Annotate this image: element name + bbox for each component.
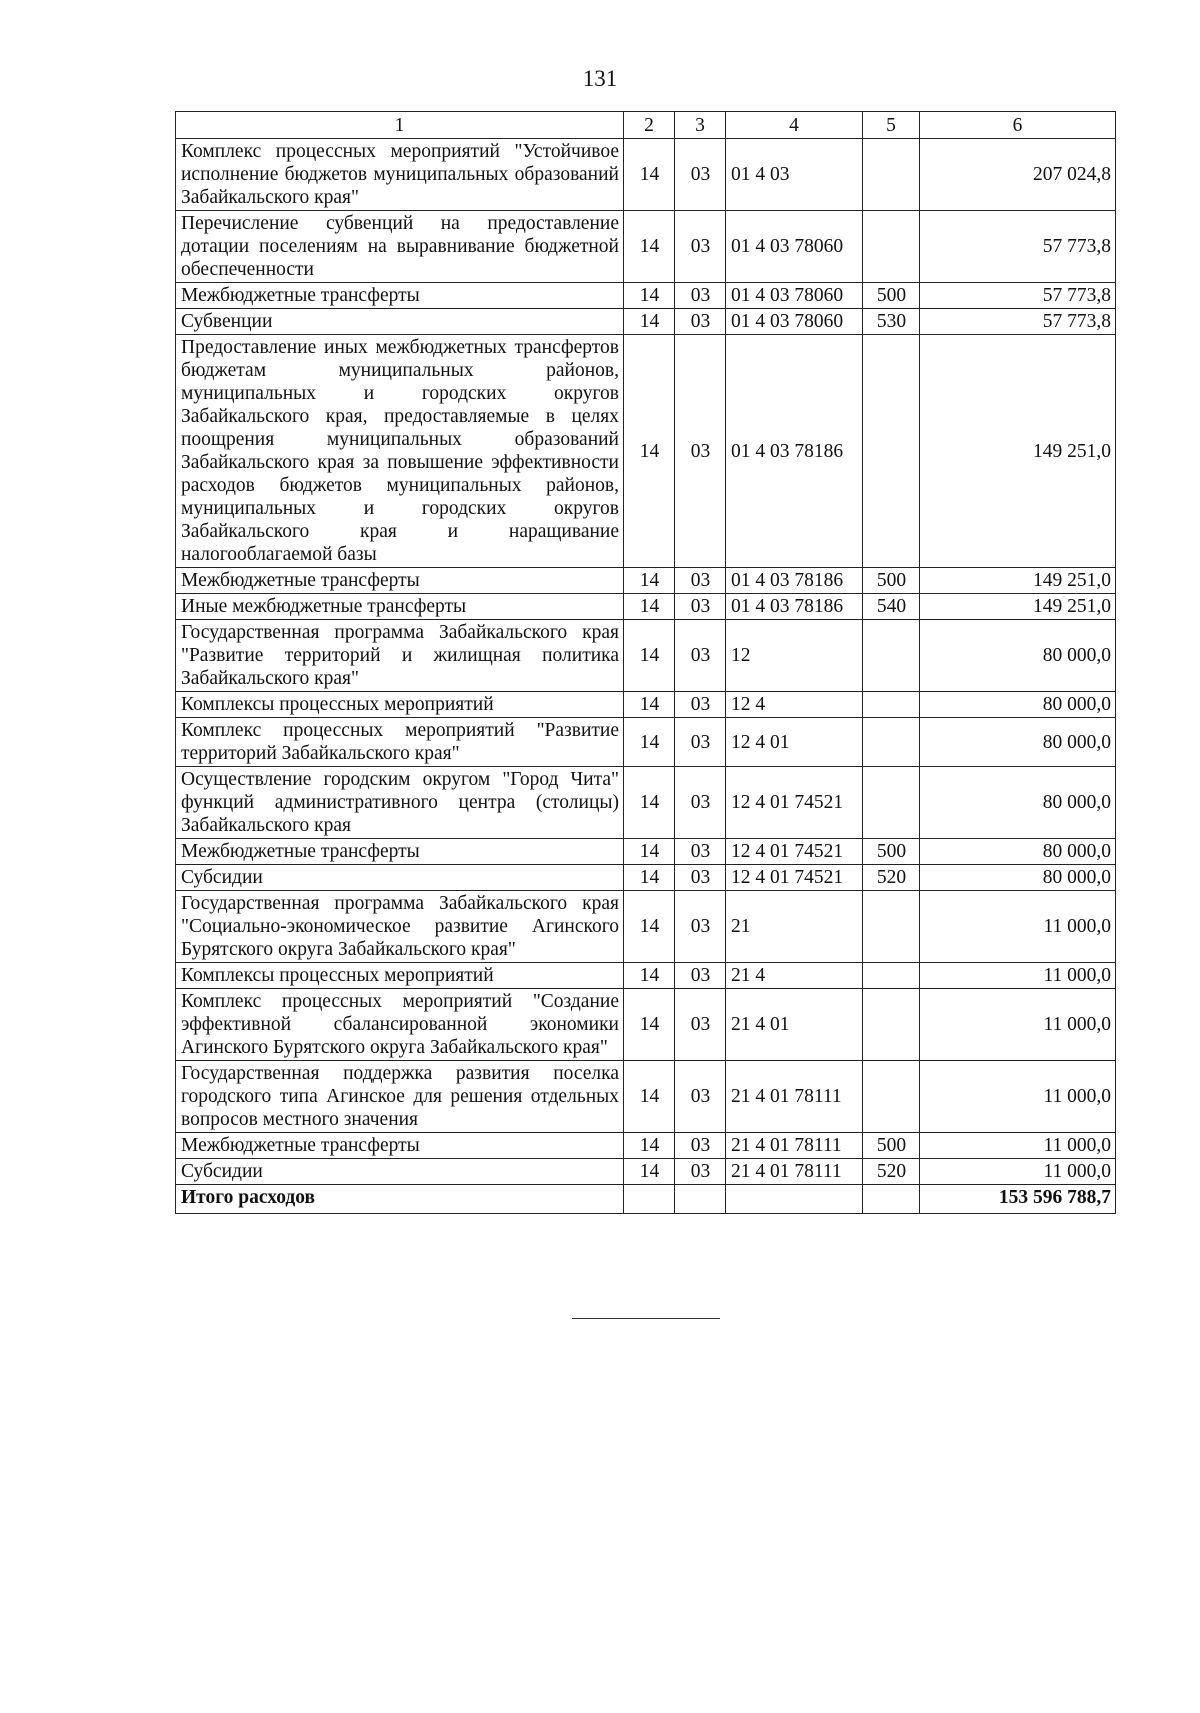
row-expense-type xyxy=(863,335,920,568)
row-target-article: 12 4 01 xyxy=(726,718,863,767)
row-section-code: 14 xyxy=(624,839,675,865)
row-target-article: 12 4 01 74521 xyxy=(726,865,863,891)
table-header-row xyxy=(176,112,1116,139)
table-row xyxy=(176,283,1116,309)
row-section-code: 14 xyxy=(624,620,675,692)
row-target-article: 01 4 03 78186 xyxy=(726,568,863,594)
column-header-1: 1 xyxy=(176,112,624,139)
row-expense-type xyxy=(863,1061,920,1133)
row-subsection-code: 03 xyxy=(675,891,726,963)
table-row xyxy=(176,211,1116,283)
row-expense-type: 530 xyxy=(863,309,920,335)
row-expense-type xyxy=(863,139,920,211)
row-amount: 11 000,0 xyxy=(920,1133,1116,1159)
row-section-code: 14 xyxy=(624,594,675,620)
row-target-article: 21 4 01 78111 xyxy=(726,1133,863,1159)
row-target-article: 12 4 01 74521 xyxy=(726,767,863,839)
row-name: Комплексы процессных мероприятий xyxy=(176,963,624,989)
row-name: Субсидии xyxy=(176,1159,624,1185)
row-name: Межбюджетные трансферты xyxy=(176,283,624,309)
row-expense-type: 500 xyxy=(863,283,920,309)
row-expense-type: 500 xyxy=(863,1133,920,1159)
row-target-article: 01 4 03 78060 xyxy=(726,211,863,283)
row-amount: 11 000,0 xyxy=(920,1061,1116,1133)
row-amount: 11 000,0 xyxy=(920,989,1116,1061)
table-row xyxy=(176,335,1116,568)
row-subsection-code: 03 xyxy=(675,1133,726,1159)
row-name: Комплекс процессных мероприятий "Создание эффективной сбалансированной экономики Агинского Бурятского округа Забайкальского края" xyxy=(176,989,624,1061)
row-name: Субсидии xyxy=(176,865,624,891)
row-amount: 80 000,0 xyxy=(920,839,1116,865)
row-amount: 80 000,0 xyxy=(920,620,1116,692)
total-empty-cell xyxy=(726,1185,863,1214)
row-subsection-code: 03 xyxy=(675,1061,726,1133)
table-row xyxy=(176,1159,1116,1185)
table-row xyxy=(176,865,1116,891)
table-row xyxy=(176,891,1116,963)
row-expense-type xyxy=(863,891,920,963)
column-header-3: 3 xyxy=(675,112,726,139)
row-subsection-code: 03 xyxy=(675,767,726,839)
row-subsection-code: 03 xyxy=(675,839,726,865)
row-target-article: 01 4 03 78186 xyxy=(726,335,863,568)
row-target-article: 12 4 xyxy=(726,692,863,718)
table-row xyxy=(176,594,1116,620)
row-target-article: 01 4 03 xyxy=(726,139,863,211)
table-row xyxy=(176,767,1116,839)
table-row xyxy=(176,718,1116,767)
row-subsection-code: 03 xyxy=(675,620,726,692)
row-amount: 80 000,0 xyxy=(920,692,1116,718)
table-row xyxy=(176,839,1116,865)
row-section-code: 14 xyxy=(624,692,675,718)
row-amount: 207 024,8 xyxy=(920,139,1116,211)
end-divider xyxy=(572,1318,720,1319)
row-amount: 11 000,0 xyxy=(920,891,1116,963)
row-amount: 57 773,8 xyxy=(920,309,1116,335)
row-target-article: 21 4 xyxy=(726,963,863,989)
row-section-code: 14 xyxy=(624,963,675,989)
row-subsection-code: 03 xyxy=(675,211,726,283)
row-target-article: 21 4 01 78111 xyxy=(726,1159,863,1185)
row-subsection-code: 03 xyxy=(675,1159,726,1185)
row-subsection-code: 03 xyxy=(675,865,726,891)
column-header-6: 6 xyxy=(920,112,1116,139)
row-section-code: 14 xyxy=(624,1061,675,1133)
row-expense-type xyxy=(863,620,920,692)
row-amount: 57 773,8 xyxy=(920,283,1116,309)
table-row xyxy=(176,568,1116,594)
row-expense-type xyxy=(863,963,920,989)
budget-table xyxy=(175,111,1116,1214)
row-target-article: 01 4 03 78060 xyxy=(726,309,863,335)
row-name: Перечисление субвенций на предоставление дотации поселениям на выравнивание бюджетной обеспеченности xyxy=(176,211,624,283)
row-expense-type: 520 xyxy=(863,865,920,891)
column-header-4: 4 xyxy=(726,112,863,139)
row-section-code: 14 xyxy=(624,891,675,963)
row-section-code: 14 xyxy=(624,211,675,283)
row-target-article: 12 4 01 74521 xyxy=(726,839,863,865)
row-subsection-code: 03 xyxy=(675,139,726,211)
row-name: Комплекс процессных мероприятий "Развитие территорий Забайкальского края" xyxy=(176,718,624,767)
row-subsection-code: 03 xyxy=(675,692,726,718)
row-section-code: 14 xyxy=(624,309,675,335)
row-section-code: 14 xyxy=(624,865,675,891)
total-label: Итого расходов xyxy=(176,1185,624,1214)
row-amount: 80 000,0 xyxy=(920,767,1116,839)
row-target-article: 12 xyxy=(726,620,863,692)
row-amount: 149 251,0 xyxy=(920,594,1116,620)
column-header-2: 2 xyxy=(624,112,675,139)
table-row xyxy=(176,620,1116,692)
table-row xyxy=(176,309,1116,335)
row-target-article: 21 4 01 78111 xyxy=(726,1061,863,1133)
total-empty-cell xyxy=(863,1185,920,1214)
row-amount: 57 773,8 xyxy=(920,211,1116,283)
row-name: Межбюджетные трансферты xyxy=(176,839,624,865)
row-name: Межбюджетные трансферты xyxy=(176,568,624,594)
row-subsection-code: 03 xyxy=(675,568,726,594)
row-expense-type xyxy=(863,989,920,1061)
row-expense-type: 500 xyxy=(863,839,920,865)
row-expense-type xyxy=(863,767,920,839)
row-subsection-code: 03 xyxy=(675,989,726,1061)
page-number: 131 xyxy=(582,66,618,91)
row-section-code: 14 xyxy=(624,568,675,594)
row-name: Государственная программа Забайкальского края "Развитие территорий и жилищная политика Забайкальского края" xyxy=(176,620,624,692)
row-subsection-code: 03 xyxy=(675,594,726,620)
row-name: Иные межбюджетные трансферты xyxy=(176,594,624,620)
row-expense-type xyxy=(863,211,920,283)
row-target-article: 21 4 01 xyxy=(726,989,863,1061)
row-name: Осуществление городским округом "Город Чита" функций административного центра (столицы) Забайкальского края xyxy=(176,767,624,839)
row-name: Предоставление иных межбюджетных трансфертов бюджетам муниципальных районов, муниципальных и городских округов Забайкальского края, предоставляемые в целях поощрения муниципальных образований Забайкальского края за повышение эффективности расходов бюджетов муниципальных районов, муниципальных и городских округов Забайкальского края и наращивание налогооблагаемой базы xyxy=(176,335,624,568)
row-amount: 80 000,0 xyxy=(920,718,1116,767)
table-row xyxy=(176,963,1116,989)
row-section-code: 14 xyxy=(624,767,675,839)
total-row xyxy=(176,1185,1116,1214)
row-expense-type: 520 xyxy=(863,1159,920,1185)
row-subsection-code: 03 xyxy=(675,718,726,767)
row-amount: 149 251,0 xyxy=(920,335,1116,568)
table-row xyxy=(176,1133,1116,1159)
row-amount: 11 000,0 xyxy=(920,1159,1116,1185)
row-name: Субвенции xyxy=(176,309,624,335)
column-header-5: 5 xyxy=(863,112,920,139)
row-target-article: 01 4 03 78060 xyxy=(726,283,863,309)
row-section-code: 14 xyxy=(624,718,675,767)
row-expense-type: 500 xyxy=(863,568,920,594)
row-subsection-code: 03 xyxy=(675,963,726,989)
row-expense-type xyxy=(863,718,920,767)
row-amount: 11 000,0 xyxy=(920,963,1116,989)
total-empty-cell xyxy=(675,1185,726,1214)
table-row xyxy=(176,1061,1116,1133)
row-target-article: 01 4 03 78186 xyxy=(726,594,863,620)
row-name: Межбюджетные трансферты xyxy=(176,1133,624,1159)
row-amount: 80 000,0 xyxy=(920,865,1116,891)
row-name: Комплекс процессных мероприятий "Устойчивое исполнение бюджетов муниципальных образований Забайкальского края" xyxy=(176,139,624,211)
row-section-code: 14 xyxy=(624,1159,675,1185)
row-name: Государственная поддержка развития поселка городского типа Агинское для решения отдельных вопросов местного значения xyxy=(176,1061,624,1133)
table-row xyxy=(176,139,1116,211)
row-target-article: 21 xyxy=(726,891,863,963)
row-amount: 149 251,0 xyxy=(920,568,1116,594)
row-section-code: 14 xyxy=(624,283,675,309)
row-section-code: 14 xyxy=(624,989,675,1061)
table-row xyxy=(176,989,1116,1061)
row-section-code: 14 xyxy=(624,1133,675,1159)
row-expense-type: 540 xyxy=(863,594,920,620)
total-value: 153 596 788,7 xyxy=(920,1185,1116,1214)
total-empty-cell xyxy=(624,1185,675,1214)
row-subsection-code: 03 xyxy=(675,309,726,335)
row-section-code: 14 xyxy=(624,335,675,568)
row-subsection-code: 03 xyxy=(675,283,726,309)
table-row xyxy=(176,692,1116,718)
row-name: Государственная программа Забайкальского края "Социально-экономическое развитие Агинского Бурятского округа Забайкальского края" xyxy=(176,891,624,963)
table-body xyxy=(176,139,1116,1185)
row-name: Комплексы процессных мероприятий xyxy=(176,692,624,718)
row-expense-type xyxy=(863,692,920,718)
row-section-code: 14 xyxy=(624,139,675,211)
row-subsection-code: 03 xyxy=(675,335,726,568)
